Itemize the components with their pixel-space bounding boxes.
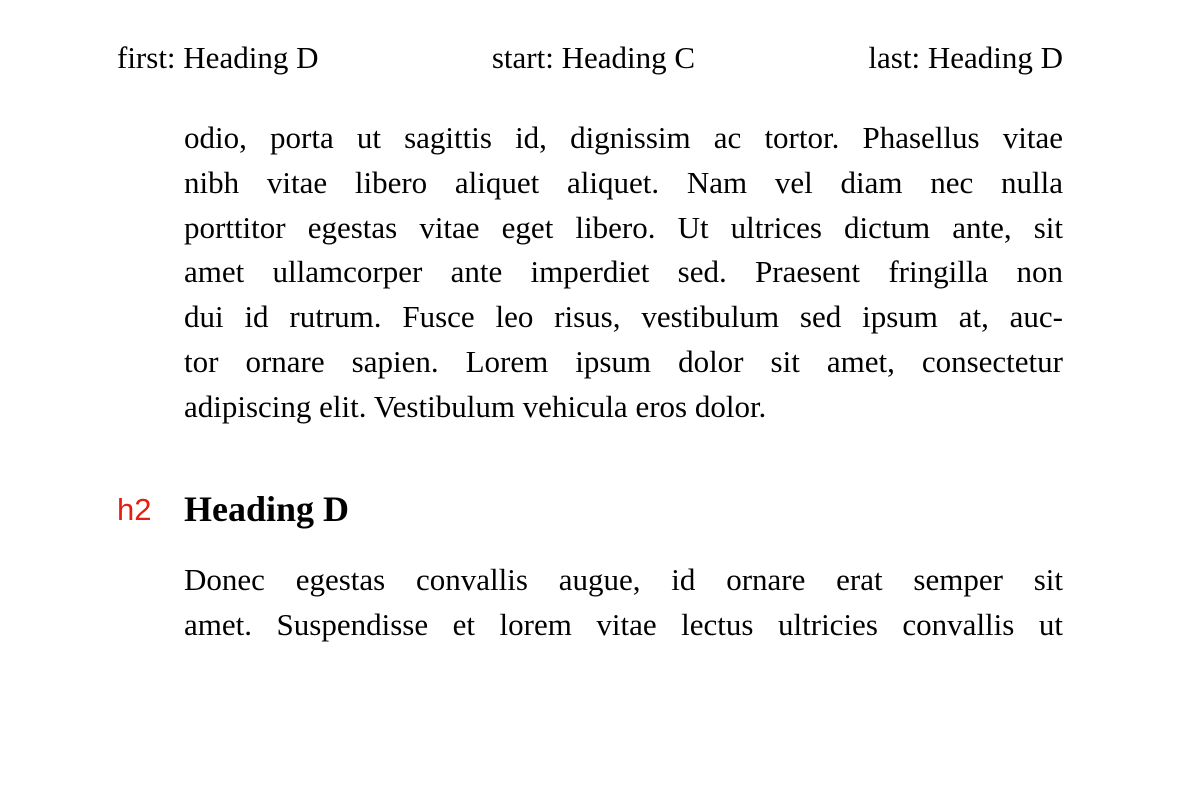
heading-level-marker: h2 bbox=[117, 492, 152, 527]
running-header bbox=[117, 40, 1063, 76]
text-line: dui id rutrum. Fusce leo risus, vestibulum sed ipsum at, auc- bbox=[184, 299, 1063, 335]
running-header-start: start: Heading C bbox=[491, 40, 696, 75]
section-heading: Heading D bbox=[184, 489, 350, 529]
running-header-first: first: Heading D bbox=[117, 40, 319, 75]
text-line: odio, porta ut sagittis id, dignissim ac tortor. Phasellus vitae bbox=[184, 120, 1063, 155]
paragraph-bottom bbox=[184, 558, 1063, 648]
text-line: nibh vitae libero aliquet aliquet. Nam vel diam nec nulla bbox=[184, 164, 1063, 200]
text-line: Donec egestas convallis augue, id ornare erat semper sit bbox=[184, 562, 1063, 597]
text-line: porttitor egestas vitae eget libero. Ut ultrices dictum ante, sit bbox=[184, 209, 1063, 245]
running-header-last: last: Heading D bbox=[868, 40, 1063, 75]
text-line: amet. Suspendisse et lorem vitae lectus ultricies convallis ut bbox=[184, 606, 1063, 642]
paragraph-top bbox=[184, 116, 1063, 430]
text-line: amet ullamcorper ante imperdiet sed. Praesent fringilla non bbox=[184, 254, 1063, 290]
text-line: tor ornare sapien. Lorem ipsum dolor sit amet, consectetur bbox=[184, 343, 1063, 379]
text-line: adipiscing elit. Vestibulum vehicula eros dolor. bbox=[184, 388, 767, 424]
